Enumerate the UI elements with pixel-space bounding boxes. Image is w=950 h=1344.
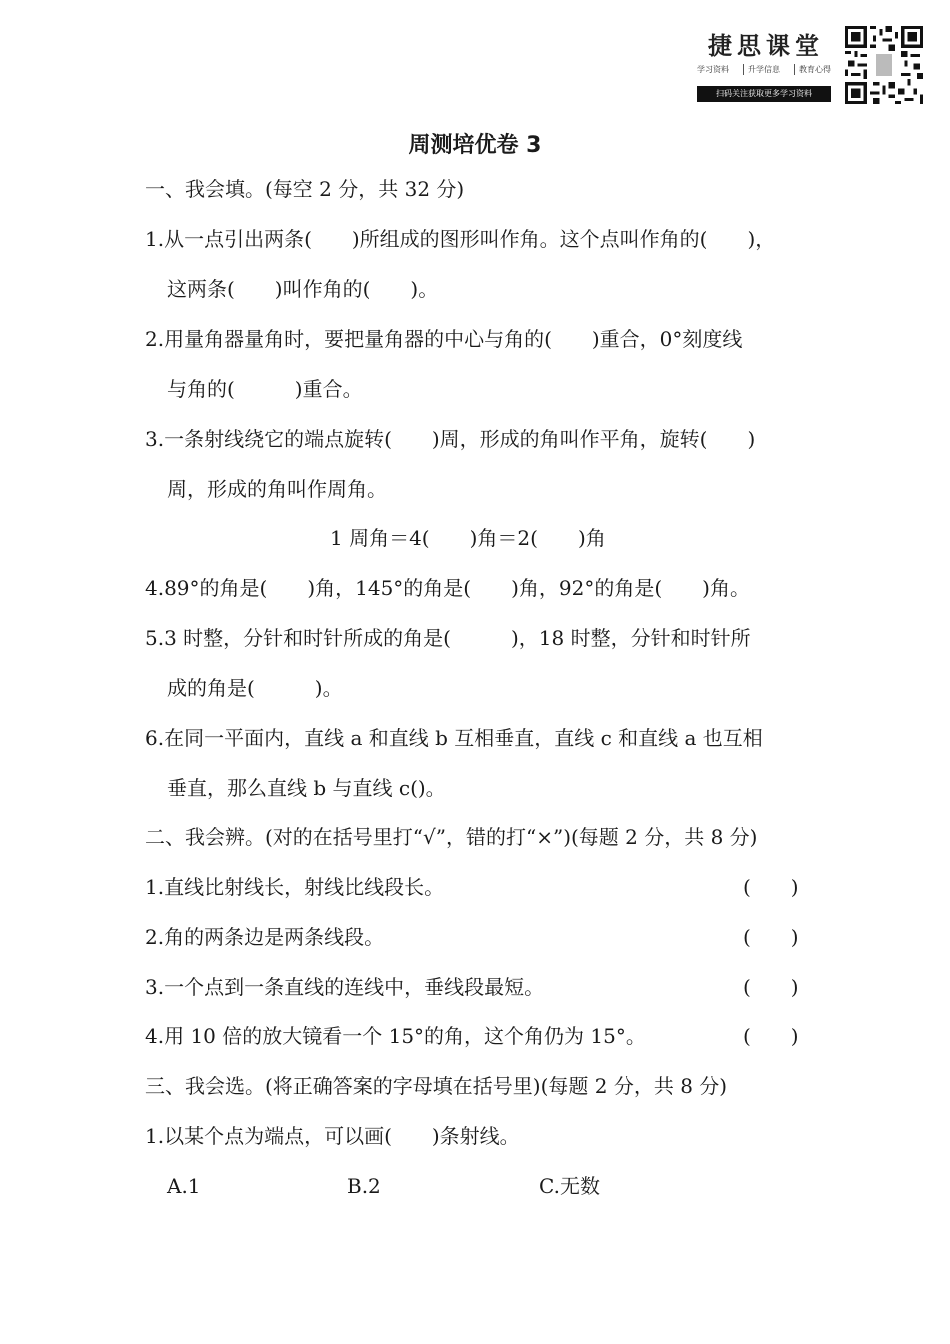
judge-answer-box-2: ( ) <box>743 925 799 949</box>
brand-name: 捷思课堂 <box>708 31 824 60</box>
section-2-heading: 二、我会辨。(对的在括号里打“√”，错的打“×”)(每题 2 分，共 8 分) <box>145 825 758 849</box>
judge-item-1: 1.直线比射线长，射线比线段长。 <box>145 875 445 899</box>
choice-option-b: B.2 <box>347 1174 381 1198</box>
judge-item-4: 4.用 10 倍的放大镜看一个 15°的角，这个角仍为 15°。 <box>145 1024 646 1048</box>
qr-code-icon <box>845 26 923 104</box>
judge-answer-box-4: ( ) <box>743 1024 799 1048</box>
question-1-1-line-1: 1.从一点引出两条( )所组成的图形叫作角。这个点叫作角的( )， <box>145 227 776 251</box>
brand-slogan: 扫码关注获取更多学习资料 <box>697 86 831 102</box>
question-1-6-line-2: 垂直，那么直线 b 与直线 c()。 <box>167 776 446 800</box>
question-1-1-line-2: 这两条( )叫作角的( )。 <box>167 277 439 301</box>
question-1-2-line-2: 与角的( )重合。 <box>167 377 363 401</box>
brand-tag: 学习资料 <box>697 65 729 74</box>
section-1-heading: 一、我会填。(每空 2 分，共 32 分) <box>145 177 465 201</box>
choice-option-c: C.无数 <box>539 1174 600 1198</box>
choice-option-a: A.1 <box>167 1174 201 1198</box>
judge-item-2: 2.角的两条边是两条线段。 <box>145 925 385 949</box>
brand-tag: 升学信息 <box>743 64 780 75</box>
brand-tag: 教育心得 <box>794 64 831 75</box>
question-1-3-line-2: 周，形成的角叫作周角。 <box>167 477 387 501</box>
page-title: 周测培优卷 3 <box>408 133 542 158</box>
section-3-heading: 三、我会选。(将正确答案的字母填在括号里)(每题 2 分，共 8 分) <box>145 1074 728 1098</box>
judge-answer-box-1: ( ) <box>743 875 799 899</box>
judge-item-3: 3.一个点到一条直线的连线中，垂线段最短。 <box>145 975 545 999</box>
question-1-3-formula: 1 周角＝4( )角＝2( )角 <box>330 526 606 550</box>
question-1-2-line-1: 2.用量角器量角时，要把量角器的中心与角的( )重合，0°刻度线 <box>145 327 743 351</box>
judge-answer-box-3: ( ) <box>743 975 799 999</box>
question-1-4: 4.89°的角是( )角，145°的角是( )角，92°的角是( )角。 <box>145 576 750 600</box>
question-1-5-line-1: 5.3 时整，分针和时针所成的角是( )，18 时整，分针和时针所 <box>145 626 751 650</box>
choice-question-1: 1.以某个点为端点，可以画( )条射线。 <box>145 1124 520 1148</box>
question-1-6-line-1: 6.在同一平面内，直线 a 和直线 b 互相垂直，直线 c 和直线 a 也互相 <box>145 726 763 750</box>
brand-tags <box>697 64 831 75</box>
question-1-5-line-2: 成的角是( )。 <box>167 676 343 700</box>
question-1-3-line-1: 3.一条射线绕它的端点旋转( )周，形成的角叫作平角，旋转( ) <box>145 427 756 451</box>
